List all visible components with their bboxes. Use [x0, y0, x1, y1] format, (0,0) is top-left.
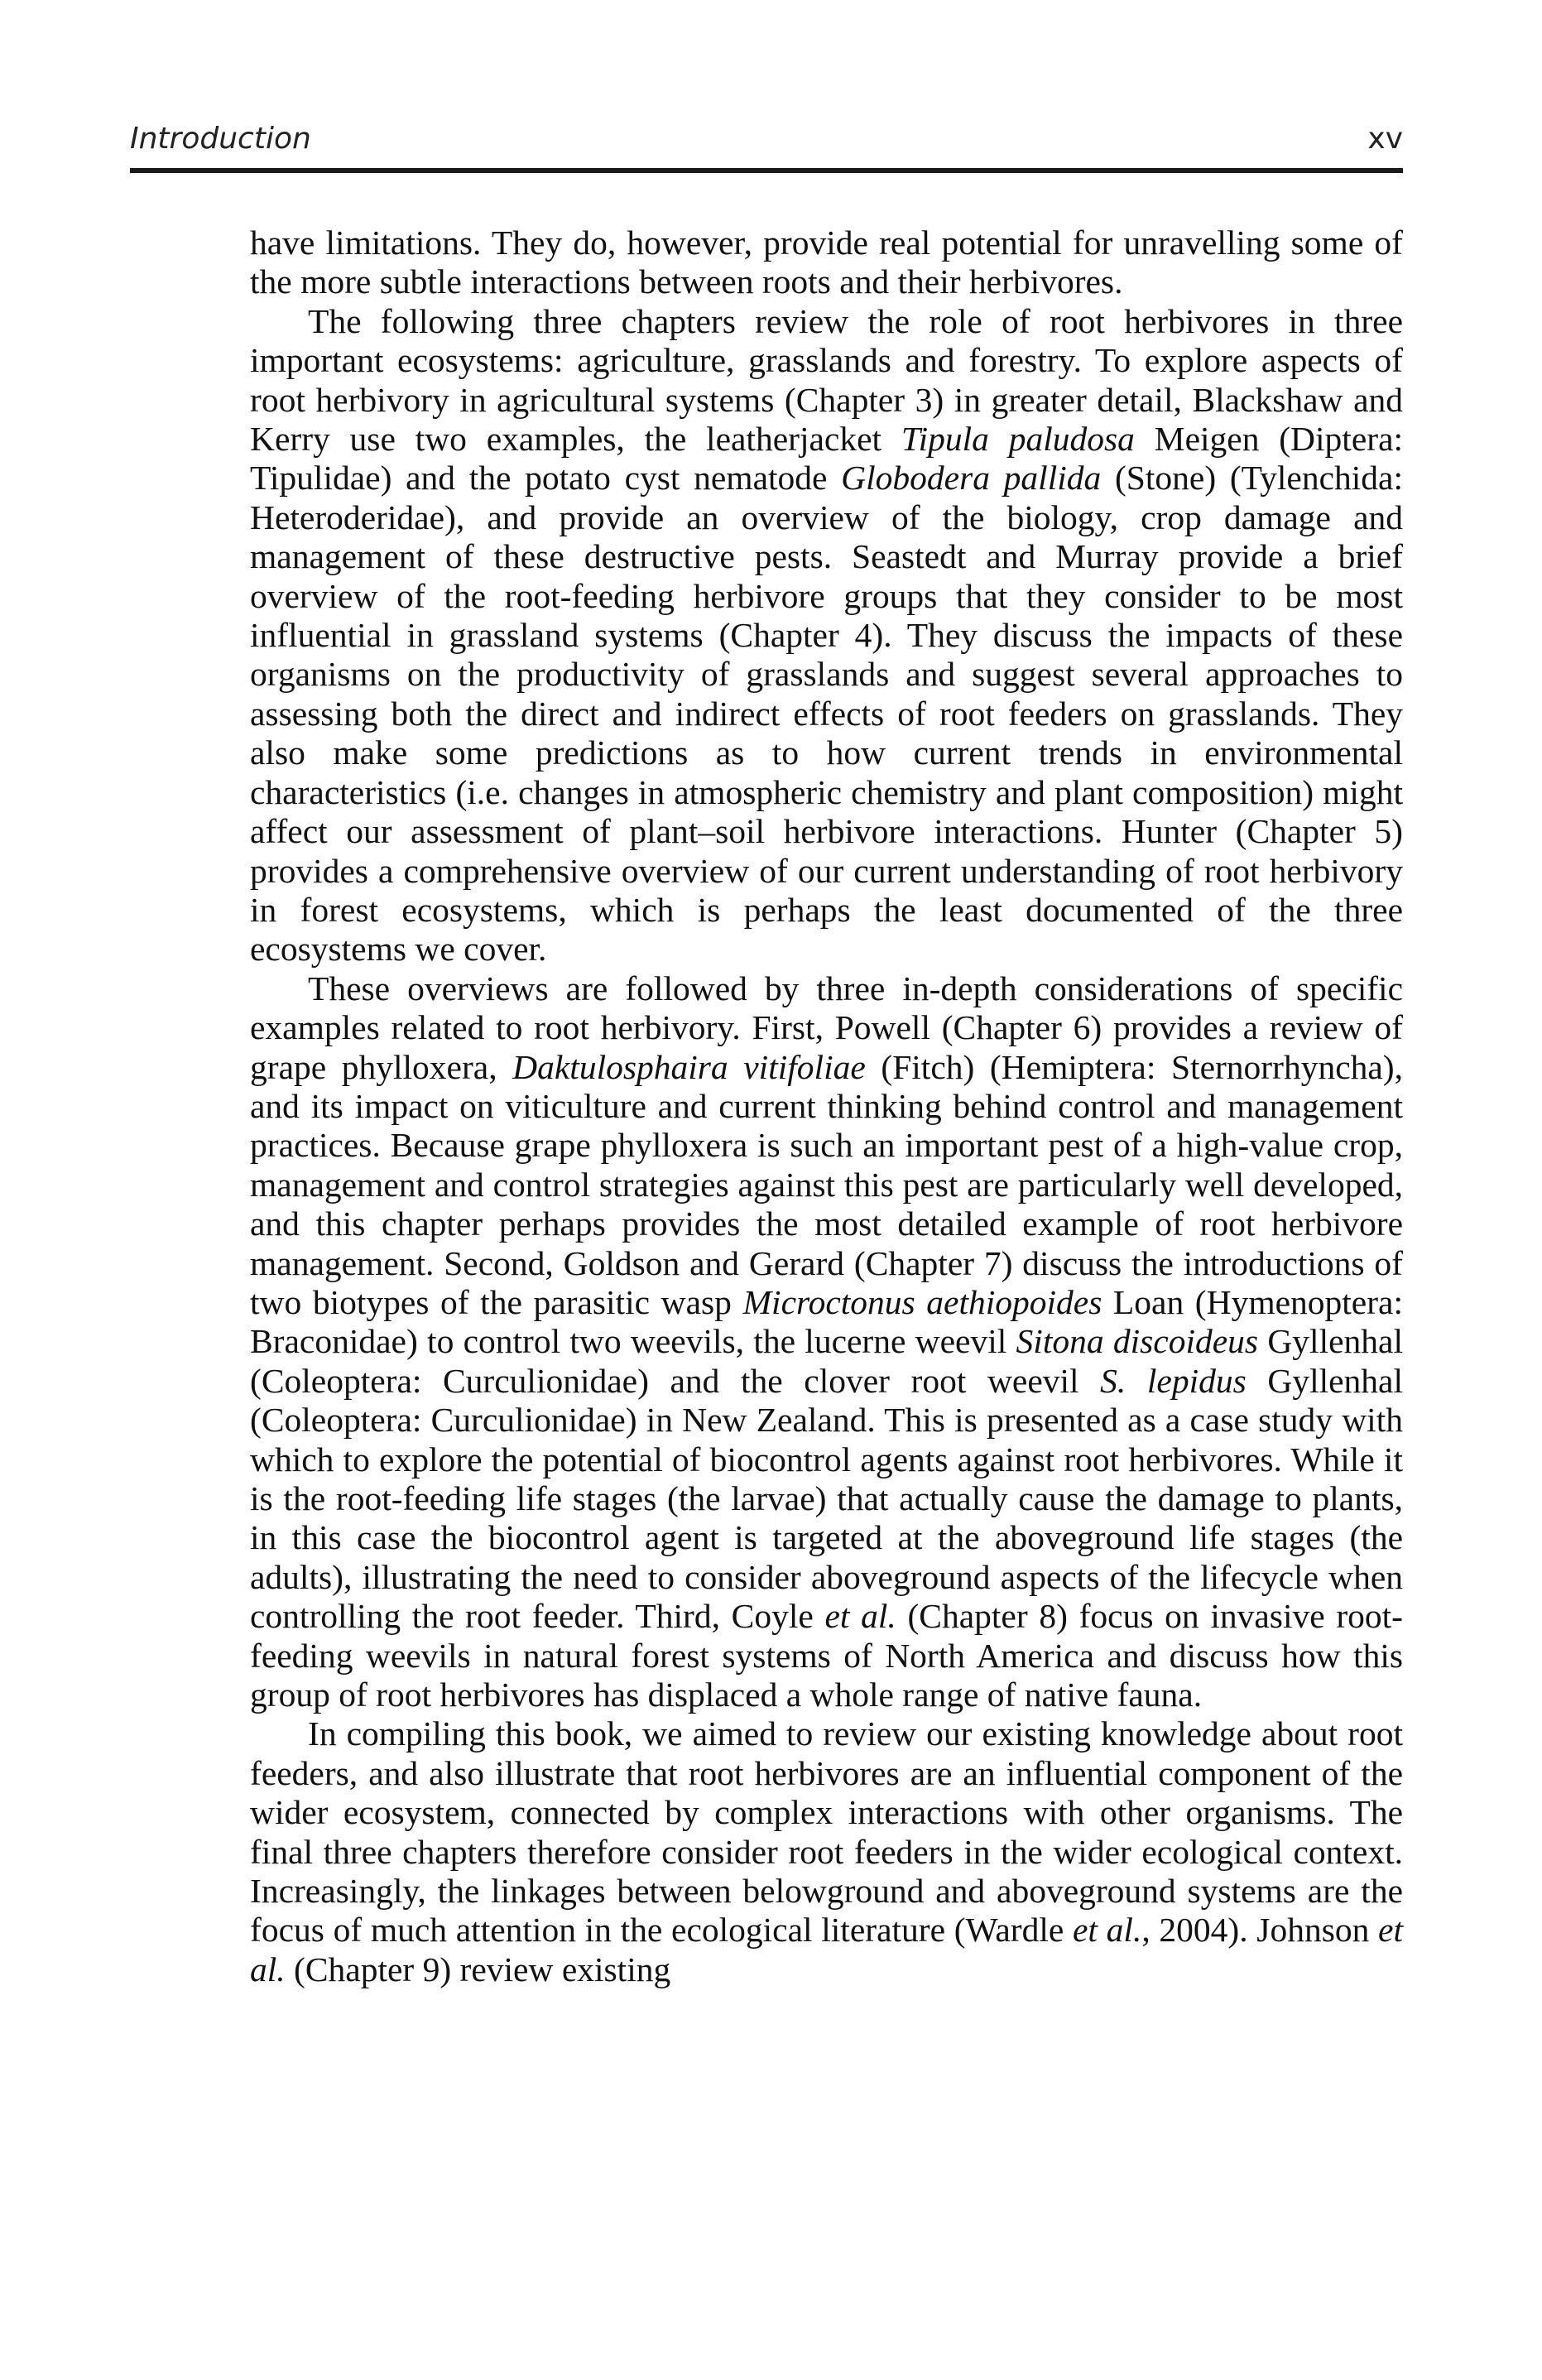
text-run: Gyllenhal (Coleoptera: Curculionidae) and the clover root weevil — [250, 1322, 1403, 1400]
text-run: (Stone) (Tylenchida: Heteroderidae), and provide an overview of the biology, crop damage and management of these destructive pests. Seastedt and Murray provide a brief overview of the root-feeding herbivore groups that they consider to be most influential in grassland systems (Chapter 4). They discuss the impacts of these organisms on the productivity of grasslands and suggest several approaches to assessing both the direct and indirect effects of root feeders on grasslands. They also make some predictions as to how current trends in environmental characteristics (i.e. changes in atmospheric chemistry and plant composition) might affect our assessment of plant–soil herbivore interactions. Hunter (Chapter 5) provides a comprehensive overview of our current understanding of root herbivory in forest ecosystems, which is perhaps the least documented of the three ecosystems we cover. — [250, 459, 1403, 969]
paragraph — [250, 969, 1403, 1715]
italic-term: Sitona discoideus — [1016, 1322, 1259, 1361]
paragraph — [250, 224, 1403, 302]
text-run: (Fitch) (Hemiptera: Sternorrhyncha), and its impact on viticulture and current thinking behind control and management practices. Because grape phylloxera is such an important pest of a high-value crop, management and control strategies against this pest are particularly well developed, and this chapter perhaps provides the most detailed example of root herbivore management. Second, Goldson and Gerard (Chapter 7) discuss the introductions of two biotypes of the parasitic wasp — [250, 1047, 1403, 1321]
italic-term: S. lepidus — [1100, 1361, 1247, 1400]
text-run: Meigen (Diptera: Tipulidae) and the potato cyst nematode — [250, 420, 1404, 498]
paragraph — [250, 1714, 1403, 1989]
italic-term: Daktulosphaira vitifoliae — [512, 1047, 866, 1086]
italic-term: et al. — [250, 1911, 1403, 1988]
italic-term: Globodera pallida — [841, 459, 1102, 498]
text-run: These overviews are followed by three in-depth considerations of specific examples related to root herbivory. First, Powell (Chapter 6) provides a review of grape phylloxera, — [250, 969, 1403, 1086]
text-run: , 2004). Johnson — [1141, 1911, 1379, 1950]
italic-term: et al. — [824, 1597, 896, 1636]
header-rule — [130, 168, 1403, 173]
body-text — [250, 224, 1403, 1989]
text-run: The following three chapters review the role of root herbivores in three important ecosystems: agriculture, grasslands and forestry. To explore aspects of root herbivory in agricultural systems (Chapter 3) in greater detail, Blackshaw and Kerry use two examples, the leatherjacket — [250, 301, 1403, 459]
italic-term: Tipula paludosa — [901, 420, 1135, 459]
paragraph — [250, 302, 1403, 969]
page-number: xv — [1367, 122, 1403, 156]
italic-term: et al. — [1073, 1911, 1142, 1950]
text-run: (Chapter 9) review existing — [285, 1950, 671, 1988]
text-run: (Chapter 8) focus on invasive root-feeding weevils in natural forest systems of North America and discuss how this group of root herbivores has displaced a whole range of native fauna. — [250, 1597, 1403, 1714]
text-run: have limitations. They do, however, provide real potential for unravelling some of the more subtle interactions between roots and their herbivores. — [250, 224, 1403, 301]
running-head — [130, 116, 1403, 164]
text-run: Loan (Hymenoptera: Braconidae) to control two weevils, the lucerne weevil — [250, 1282, 1403, 1361]
running-head-title: Introduction — [130, 122, 311, 156]
italic-term: Microctonus aethiopoides — [742, 1282, 1102, 1321]
text-run: Gyllenhal (Coleoptera: Curculionidae) in New Zealand. This is presented as a case study with which to explore the potential of biocontrol agents against root herbivores. While it is the root-feeding life stages (the larvae) that actually cause the damage to plants, in this case the biocontrol agent is targeted at the aboveground life stages (the adults), illustrating the need to consider aboveground aspects of the lifecycle when controlling the root feeder. Third, Coyle — [250, 1361, 1403, 1636]
text-run: In compiling this book, we aimed to review our existing knowledge about root feeders, and also illustrate that root herbivores are an influential component of the wider ecosystem, connected by complex interactions with other organisms. The final three chapters therefore consider root feeders in the wider ecological context. Increasingly, the linkages between belowground and aboveground systems are the focus of much attention in the ecological literature (Wardle — [250, 1714, 1403, 1950]
